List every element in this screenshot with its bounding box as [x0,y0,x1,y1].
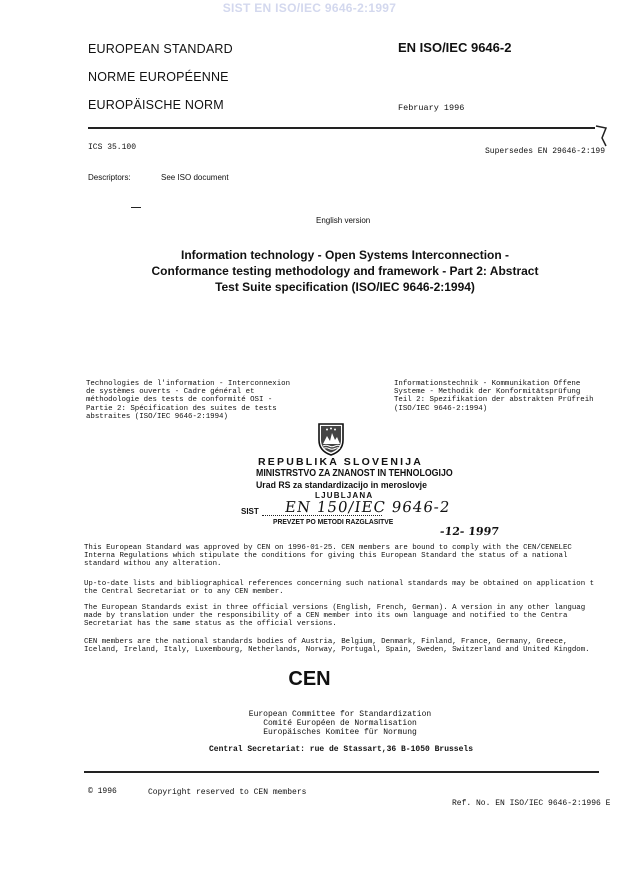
stamp-dotted-line [262,515,382,516]
standard-name-fr: NORME EUROPÉENNE [88,70,229,84]
stamp-sist-number: EN 150/IEC 9646-2 [283,498,452,516]
stamp-office: Urad RS za standardizacijo in meroslovje [256,480,427,491]
stamp-ministry: MINISTRSTVO ZA ZNANOST IN TEHNOLOGIJO [256,468,453,479]
stamp-adoption-date: -12- 1997 [439,525,500,538]
cen-logo: CEN [288,668,331,690]
ics-code: ICS 35.100 [88,143,137,152]
cen-name-en: European Committee for Standardization [248,710,432,719]
publication-date: February 1996 [398,103,465,113]
descriptors-label: Descriptors: [88,173,131,182]
reference-number: Ref. No. EN ISO/IEC 9646-2:1996 E [452,799,611,808]
footer-rule [84,771,599,773]
standard-name-en: EUROPEAN STANDARD [88,42,233,56]
stamp-sist-label: SIST [241,507,259,516]
members-paragraph: CEN members are the national standards bodies of Austria, Belgium, Denmark, Finland, France, Germany, Greece, Iceland, Ireland, Italy, Luxembourg, Netherlands, Norway, Portugal, Spain, Sweden, Switzerland and United Kingdom. [84,638,590,655]
supersedes: Supersedes EN 29646-2:199 [485,147,606,156]
watermark: SIST EN ISO/IEC 9646-2:1997 [222,1,397,15]
stamp-republic: REPUBLIKA SLOVENIJA [258,456,424,468]
document-title: Information technology - Open Systems Interconnection - Conformance testing methodology and framework - Part 2: Abstract Test Suite specification (ISO/IEC 9646-2:1994) [151,248,539,294]
standard-name-de: EUROPÄISCHE NORM [88,98,224,112]
language-version: English version [316,216,371,225]
french-title: Technologies de l'information - Interconnexion de systèmes ouverts - Cadre général et méthodologie des tests de conformité OSI - Partie 2: Spécification des suites de tests abstraites (ISO/IEC 9646-2:1994) [86,380,291,421]
dash-mark [131,207,141,208]
references-paragraph: Up-to-date lists and bibliographical references concerning such national standards may be obtained on application t the Central Secretariat or to any CEN member. [84,580,595,597]
header-rule [88,127,595,129]
versions-paragraph: The European Standards exist in three official versions (English, French, German). A version in any other languag made by translation under the responsibility of a CEN member into its own language and notified to the Centra Secretariat has the same status as the official versions. [84,604,586,629]
approval-paragraph: This European Standard was approved by CEN on 1996-01-25. CEN members are bound to comply with the CEN/CENELEC Interna Regulations which stipulate the conditions for giving this European Standard the status of a national standard withou any alteration. [84,544,572,569]
slovenia-coat-of-arms-icon [316,422,346,456]
descriptors-value: See ISO document [161,173,229,182]
central-secretariat: Central Secretariat: rue de Stassart,36 B-1050 Brussels [208,745,474,754]
german-title: Informationstechnik - Kommunikation Offene Systeme - Methodik der Konformitätsprüfung Teil 2: Spezifikation der abstrakten Prüfreih (ISO/IEC 9646-2:1994) [394,380,594,413]
copyright-text: Copyright reserved to CEN members [148,788,307,797]
copyright-year: © 1996 [88,787,117,796]
stamp-city: LJUBLJANA [315,491,374,500]
standard-number: EN ISO/IEC 9646-2 [398,40,512,55]
stamp-adoption-label: PREVZET PO METODI RAZGLASITVE [273,517,394,526]
cen-name-fr: Comité Européen de Normalisation [263,719,417,728]
cen-name-de: Europäisches Komitee für Normung [263,728,417,737]
